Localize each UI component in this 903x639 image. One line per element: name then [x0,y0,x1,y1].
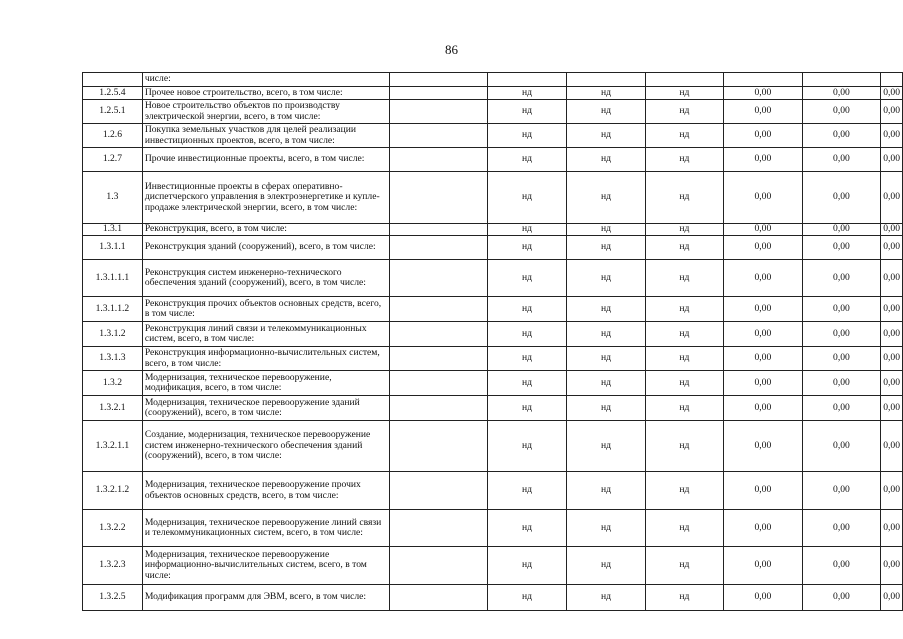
row-code: 1.2.6 [83,124,143,148]
row-name: Реконструкция информационно-вычислительных систем, всего, в том числе: [142,347,389,371]
row-name: Прочие инвестиционные проекты, всего, в том числе: [142,148,389,172]
row-value-5: 0,00 [802,236,881,260]
row-value-3: нд [645,396,723,421]
row-value-2: нд [567,347,645,371]
row-name: Инвестиционные проекты в сферах оперативно-диспетчерского управления в электроэнергетике и купле-продаже электрической энергии, всего, в том числе: [142,172,389,224]
row-value-6: 0,00 [881,297,903,322]
row-empty-cell [389,172,487,224]
row-value-3: нд [645,472,723,510]
row-value-4: 0,00 [724,322,803,347]
row-name: Реконструкция систем инженерно-технического обеспечения зданий (сооружений), всего, в том числе: [142,260,389,297]
row-value-2: нд [567,297,645,322]
row-value-4: 0,00 [724,297,803,322]
row-name: Новое строительство объектов по производству электрической энергии, всего, в том числе: [142,100,389,124]
row-value-2: нд [567,236,645,260]
row-value-2: нд [567,396,645,421]
row-value-2: нд [567,172,645,224]
row-value-5: 0,00 [802,260,881,297]
row-value-1: нд [487,260,566,297]
row-value-5: 0,00 [802,172,881,224]
row-value-3: нд [645,236,723,260]
row-value-2: нд [567,322,645,347]
row-value-3: нд [645,260,723,297]
row-value-1: нд [487,322,566,347]
row-value-1: нд [487,224,566,236]
row-name: Модификация программ для ЭВМ, всего, в том числе: [142,585,389,611]
row-empty-cell [389,297,487,322]
row-value-5: 0,00 [802,100,881,124]
row-value-5: 0,00 [802,396,881,421]
row-value-6: 0,00 [881,322,903,347]
row-value-4: 0,00 [724,421,803,472]
row-name: Модернизация, техническое перевооружение прочих объектов основных средств, всего, в том числе: [142,472,389,510]
row-value-6: 0,00 [881,371,903,396]
row-value-3: нд [645,322,723,347]
row-value-6: 0,00 [881,148,903,172]
investment-table [82,72,903,611]
table-row [83,472,903,510]
row-value-4: 0,00 [724,148,803,172]
row-name: Реконструкция прочих объектов основных средств, всего, в том числе: [142,297,389,322]
table-row [83,547,903,585]
table-row [83,124,903,148]
row-empty-cell [389,472,487,510]
row-value-5: 0,00 [802,322,881,347]
row-value-6: 0,00 [881,236,903,260]
row-value-4: 0,00 [724,87,803,100]
row-value-2 [567,73,645,87]
table-row [83,421,903,472]
row-empty-cell [389,421,487,472]
page-number: 86 [445,42,458,57]
row-value-2: нд [567,547,645,585]
row-empty-cell [389,124,487,148]
row-value-4: 0,00 [724,585,803,611]
row-name: числе: [142,73,389,87]
row-name: Реконструкция линий связи и телекоммуникационных систем, всего, в том числе: [142,322,389,347]
row-value-4: 0,00 [724,124,803,148]
row-value-4: 0,00 [724,236,803,260]
row-value-2: нд [567,260,645,297]
row-code: 1.3.2.1 [83,396,143,421]
row-empty-cell [389,260,487,297]
table-row [83,510,903,547]
row-value-3: нд [645,297,723,322]
row-value-5: 0,00 [802,297,881,322]
row-value-3: нд [645,585,723,611]
row-code: 1.3.2 [83,371,143,396]
row-empty-cell [389,396,487,421]
table-row [83,297,903,322]
row-code: 1.3.2.2 [83,510,143,547]
row-value-6: 0,00 [881,472,903,510]
row-value-3: нд [645,87,723,100]
row-name: Создание, модернизация, техническое перевооружение систем инженерно-технического обеспечения зданий (сооружений), всего, в том числе: [142,421,389,472]
row-value-5: 0,00 [802,547,881,585]
row-value-2: нд [567,148,645,172]
table-row [83,396,903,421]
row-value-4 [724,73,803,87]
row-value-4: 0,00 [724,260,803,297]
row-code: 1.3.1.1.1 [83,260,143,297]
table-row [83,236,903,260]
row-code: 1.3.1.3 [83,347,143,371]
row-value-6: 0,00 [881,585,903,611]
row-value-1 [487,73,566,87]
row-empty-cell [389,148,487,172]
row-name: Модернизация, техническое перевооружение линий связи и телекоммуникационных систем, всего, в том числе: [142,510,389,547]
row-value-1: нд [487,297,566,322]
table-body [83,73,903,611]
row-value-6: 0,00 [881,396,903,421]
row-value-2: нд [567,510,645,547]
row-value-1: нд [487,172,566,224]
row-value-5: 0,00 [802,87,881,100]
row-empty-cell [389,87,487,100]
row-value-1: нд [487,396,566,421]
row-value-1: нд [487,585,566,611]
row-name: Модернизация, техническое перевооружение зданий (сооружений), всего, в том числе: [142,396,389,421]
row-value-3 [645,73,723,87]
row-name: Прочее новое строительство, всего, в том числе: [142,87,389,100]
table-row [83,224,903,236]
row-name: Покупка земельных участков для целей реализации инвестиционных проектов, всего, в том числе: [142,124,389,148]
row-code: 1.3.2.3 [83,547,143,585]
row-value-4: 0,00 [724,100,803,124]
row-value-1: нд [487,100,566,124]
row-value-1: нд [487,124,566,148]
row-value-3: нд [645,100,723,124]
row-name: Модернизация, техническое перевооружение информационно-вычислительных систем, всего, в том числе: [142,547,389,585]
row-code: 1.3.1 [83,224,143,236]
row-value-3: нд [645,124,723,148]
row-code: 1.3.1.2 [83,322,143,347]
row-value-2: нд [567,87,645,100]
table-row [83,148,903,172]
row-value-4: 0,00 [724,510,803,547]
row-value-6: 0,00 [881,260,903,297]
row-code: 1.3.1.1 [83,236,143,260]
row-code: 1.3.2.1.2 [83,472,143,510]
row-value-5: 0,00 [802,148,881,172]
row-empty-cell [389,322,487,347]
row-value-2: нд [567,472,645,510]
row-empty-cell [389,371,487,396]
row-value-3: нд [645,224,723,236]
row-code: 1.2.5.4 [83,87,143,100]
row-value-3: нд [645,347,723,371]
row-value-5: 0,00 [802,124,881,148]
row-value-5: 0,00 [802,421,881,472]
row-value-1: нд [487,148,566,172]
row-name: Реконструкция, всего, в том числе: [142,224,389,236]
row-value-5: 0,00 [802,347,881,371]
table-row [83,172,903,224]
row-value-1: нд [487,510,566,547]
row-empty-cell [389,510,487,547]
row-value-1: нд [487,87,566,100]
table-row [83,260,903,297]
row-empty-cell [389,236,487,260]
row-empty-cell [389,73,487,87]
row-value-1: нд [487,547,566,585]
row-value-6: 0,00 [881,510,903,547]
table-row [83,100,903,124]
row-code [83,73,143,87]
row-code: 1.2.5.1 [83,100,143,124]
row-value-6: 0,00 [881,172,903,224]
row-code: 1.3.2.1.1 [83,421,143,472]
table-row [83,371,903,396]
row-value-6 [881,73,903,87]
row-value-3: нд [645,371,723,396]
row-value-2: нд [567,585,645,611]
row-value-6: 0,00 [881,421,903,472]
row-value-5: 0,00 [802,224,881,236]
row-value-2: нд [567,124,645,148]
row-value-2: нд [567,100,645,124]
row-value-5: 0,00 [802,585,881,611]
row-value-4: 0,00 [724,547,803,585]
table-row [83,585,903,611]
row-code: 1.2.7 [83,148,143,172]
row-value-4: 0,00 [724,347,803,371]
row-empty-cell [389,224,487,236]
row-name: Модернизация, техническое перевооружение, модификация, всего, в том числе: [142,371,389,396]
row-value-4: 0,00 [724,396,803,421]
row-value-3: нд [645,172,723,224]
table-row [83,73,903,87]
row-code: 1.3.1.1.2 [83,297,143,322]
row-empty-cell [389,585,487,611]
table-row [83,87,903,100]
row-value-6: 0,00 [881,224,903,236]
row-code: 1.3 [83,172,143,224]
row-code: 1.3.2.5 [83,585,143,611]
row-value-6: 0,00 [881,124,903,148]
table-row [83,347,903,371]
row-value-3: нд [645,547,723,585]
row-value-6: 0,00 [881,347,903,371]
row-value-2: нд [567,371,645,396]
row-value-1: нд [487,347,566,371]
row-value-4: 0,00 [724,472,803,510]
row-value-6: 0,00 [881,87,903,100]
row-value-1: нд [487,421,566,472]
row-value-6: 0,00 [881,547,903,585]
row-value-3: нд [645,421,723,472]
table-row [83,322,903,347]
row-value-1: нд [487,371,566,396]
row-value-6: 0,00 [881,100,903,124]
row-name: Реконструкция зданий (сооружений), всего, в том числе: [142,236,389,260]
row-value-3: нд [645,510,723,547]
row-empty-cell [389,347,487,371]
row-value-1: нд [487,236,566,260]
row-empty-cell [389,547,487,585]
row-empty-cell [389,100,487,124]
row-value-4: 0,00 [724,371,803,396]
row-value-2: нд [567,224,645,236]
row-value-5: 0,00 [802,371,881,396]
row-value-5: 0,00 [802,510,881,547]
row-value-5 [802,73,881,87]
row-value-2: нд [567,421,645,472]
row-value-1: нд [487,472,566,510]
row-value-5: 0,00 [802,472,881,510]
row-value-3: нд [645,148,723,172]
row-value-4: 0,00 [724,172,803,224]
row-value-4: 0,00 [724,224,803,236]
